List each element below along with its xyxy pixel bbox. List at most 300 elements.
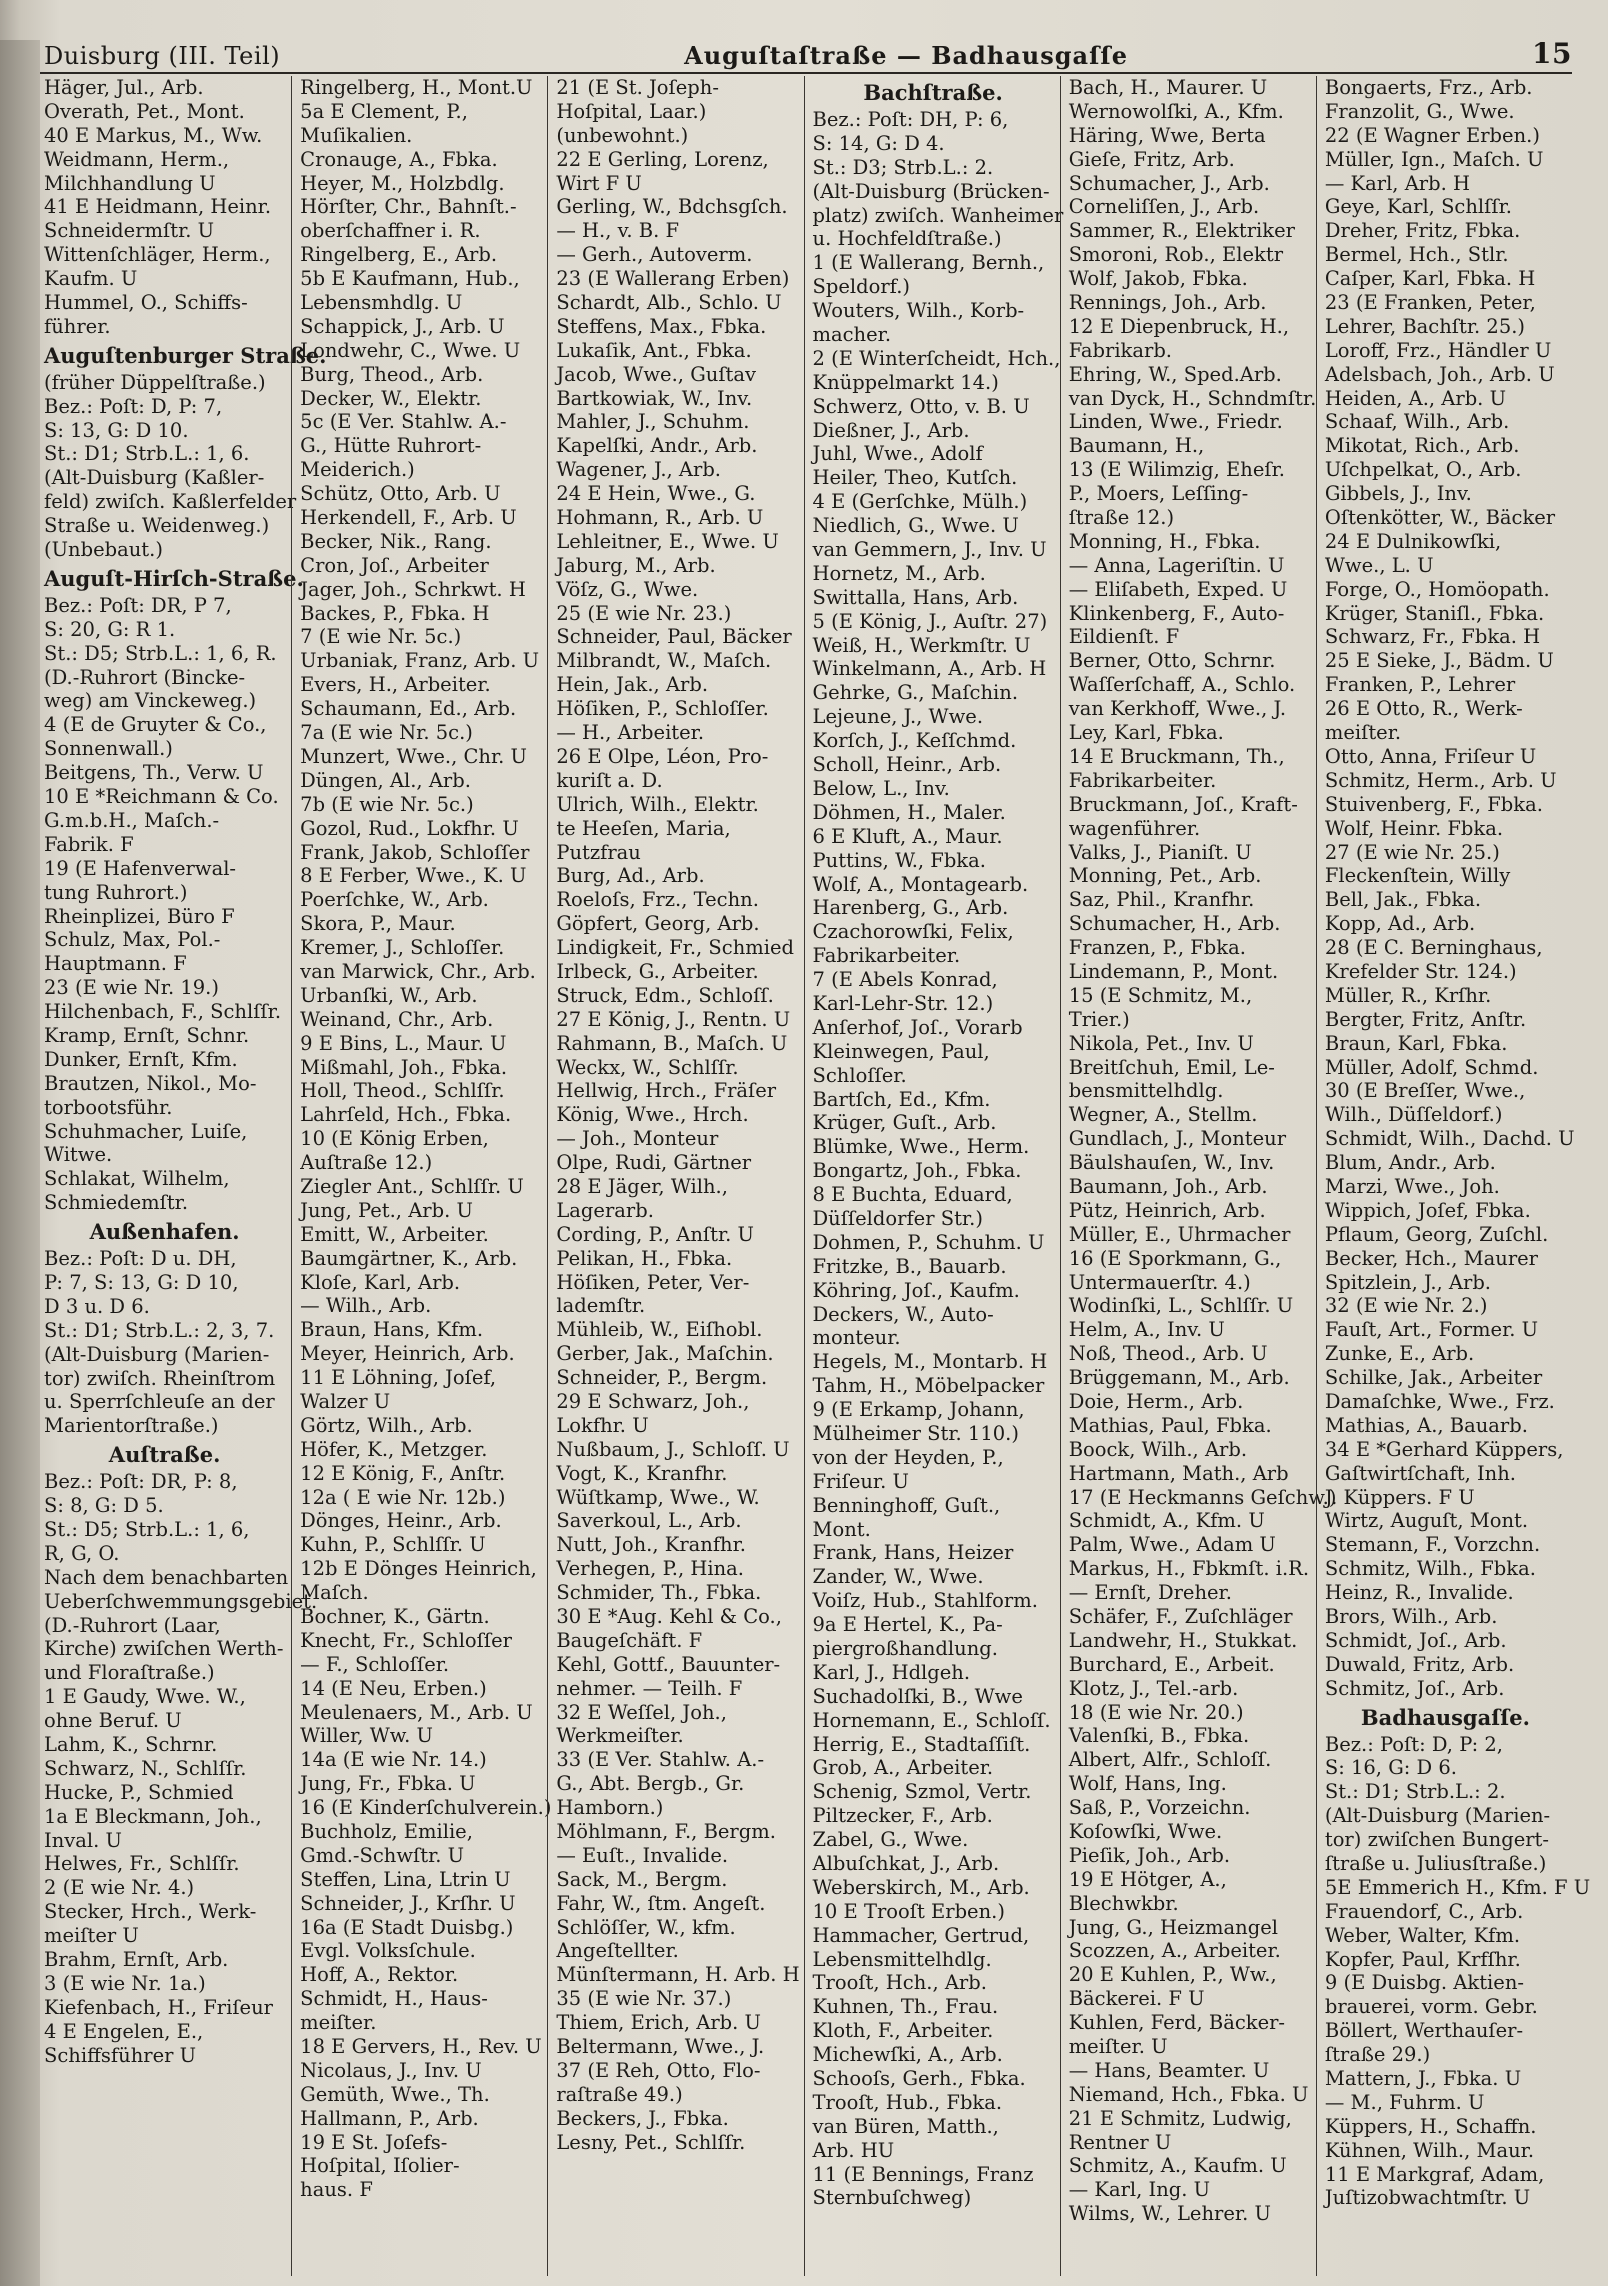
directory-entry: 27 E König, J., Rentn. U [556, 1007, 791, 1031]
directory-entry: 22 (E Wagner Erben.) [1324, 123, 1540, 147]
directory-entry: Helwes, Fr., Schlſſr. [44, 1852, 240, 1876]
directory-entry: Putzfrau [556, 840, 641, 864]
directory-entry: Swittalla, Hans, Arb. [812, 585, 1019, 609]
directory-entry: Palm, Wwe., Adam U [1068, 1533, 1276, 1557]
directory-entry: Schlakat, Wilhelm, [44, 1167, 230, 1191]
directory-entry: Bongartz, Joh., Fbka. [812, 1159, 1022, 1183]
directory-entry: Krüger, Guſt., Arb. [812, 1111, 997, 1135]
directory-entry: 8 E Ferber, Wwe., K. U [300, 864, 527, 888]
directory-entry: Bongaerts, Frz., Arb. [1324, 76, 1533, 99]
directory-entry: S: 13, G: D 10. [44, 418, 189, 442]
directory-entry: Hartmann, Math., Arb [1068, 1461, 1289, 1485]
directory-entry: Rentner U [1068, 2130, 1172, 2154]
directory-entry: 4 E (Gerſchke, Mülh.) [812, 490, 1028, 514]
street-heading: Badhausgaſſe. [1360, 1704, 1530, 1730]
directory-entry: Hoff, A., Rektor. [300, 1963, 459, 1987]
directory-entry: Bez.: Poſt: DR, P: 8, [44, 1470, 238, 1494]
directory-entry: Hörſter, Chr., Bahnſt.- [300, 195, 517, 219]
directory-entry: — M., Fuhrm. U [1324, 2090, 1485, 2114]
directory-entry: meiſter. [300, 2011, 377, 2035]
directory-entry: 5a E Clement, P., [300, 99, 468, 123]
directory-entry: Cording, P., Anſtr. U [556, 1222, 754, 1246]
directory-entry: 9 (E Duisbg. Aktien- [1324, 1971, 1524, 1995]
directory-entry: Görtz, Wilh., Arb. [300, 1413, 473, 1437]
directory-entry: Friſeur. U [812, 1469, 909, 1493]
column-5 [1060, 76, 1337, 2276]
directory-entry: Doie, Herm., Arb. [1068, 1389, 1244, 1413]
directory-entry: Schuhmacher, Luiſe, [44, 1119, 248, 1143]
directory-entry: Pflaum, Georg, Zuſchl. [1324, 1222, 1549, 1246]
directory-entry: (Alt-Duisburg (Brücken- [812, 179, 1050, 203]
directory-entry: torbootsführ. [44, 1095, 173, 1119]
directory-entry: — Eliſabeth, Exped. U [1068, 577, 1288, 601]
directory-entry: Schneider, P., Bergm. [556, 1366, 768, 1390]
directory-entry: Smoroni, Rob., Elektr [1068, 243, 1284, 267]
directory-entry: Wagener, J., Arb. [556, 458, 721, 482]
directory-entry: wagenführer. [1068, 816, 1201, 840]
directory-entry: Puttins, W., Fbka. [812, 848, 986, 872]
directory-entry: 18 E Gervers, H., Rev. U [300, 2035, 542, 2059]
directory-entry: Kopp, Ad., Arb. [1324, 912, 1476, 936]
directory-entry: Wodinſki, L., Schlſſr. U [1068, 1294, 1294, 1318]
directory-entry: Mühleib, W., Eiſhobl. [556, 1318, 763, 1342]
directory-entry: Witwe. [44, 1143, 113, 1167]
directory-entry: Kirche) zwiſchen Werth- [44, 1637, 284, 1661]
directory-entry: 14 E Bruckmann, Th., [1068, 744, 1285, 768]
directory-entry: Trooſt, Hch., Arb. [812, 1971, 987, 1995]
directory-entry: Thiem, Erich, Arb. U [556, 2011, 761, 2035]
directory-entry: Heinz, R., Invalide. [1324, 1581, 1514, 1605]
directory-entry: Olpe, Rudi, Gärtner [556, 1151, 752, 1175]
directory-entry: Hummel, O., Schiffs- [44, 291, 248, 315]
directory-entry: 19 (E Hafenverwal- [44, 856, 237, 880]
directory-entry: — Anna, Lageriſtin. U [1068, 553, 1285, 577]
directory-entry: 14a (E wie Nr. 14.) [300, 1748, 487, 1772]
directory-entry: 23 (E Franken, Peter, [1324, 291, 1536, 315]
directory-entry: Ueberſchwemmungsgebiet. [44, 1589, 318, 1613]
directory-entry: 10 E Trooſt Erben.) [812, 1899, 1005, 1923]
directory-entry: Burg, Theod., Arb. [300, 362, 484, 386]
directory-entry: St.: D5; Strb.L.: 1, 6, R. [44, 641, 277, 665]
directory-entry: Hallmann, P., Arb. [300, 2106, 479, 2130]
directory-entry: Mathias, A., Bauarb. [1324, 1413, 1528, 1437]
directory-entry: Häring, Wwe, Berta [1068, 123, 1266, 147]
directory-entry: meiſter. U [1068, 2035, 1168, 2059]
directory-entry: Fleckenſtein, Willy [1324, 864, 1511, 888]
directory-entry: Bell, Jak., Fbka. [1324, 888, 1482, 912]
directory-entry: Wilms, W., Lehrer. U [1068, 2202, 1271, 2226]
directory-entry: Hegels, M., Montarb. H [812, 1350, 1048, 1374]
directory-entry: Jung, G., Heizmangel [1068, 1915, 1278, 1939]
directory-entry: Markus, H., Fbkmſt. i.R. [1068, 1557, 1310, 1581]
directory-entry: Lindemann, P., Mont. [1068, 959, 1279, 983]
directory-entry: Corneliſſen, J., Arb. [1068, 195, 1260, 219]
directory-entry: 5c (E Ver. Stahlw. A.- [300, 410, 507, 434]
directory-entry: Vogt, K., Kranfhr. [556, 1461, 728, 1485]
directory-entry: Nicolaus, J., Inv. U [300, 2058, 482, 2082]
directory-entry: Schmitz, Joſ., Arb. [1324, 1676, 1505, 1700]
directory-entry: 1a E Bleckmann, Joh., [44, 1804, 262, 1828]
directory-entry: Sonnenwall.) [44, 737, 173, 761]
directory-entry: Lokfhr. U [556, 1413, 649, 1437]
directory-entry: Schmitz, A., Kaufm. U [1068, 2154, 1287, 2178]
directory-entry: Piltzecker, F., Arb. [812, 1804, 993, 1828]
directory-entry: 41 E Heidmann, Heinr. [44, 195, 272, 219]
directory-entry: R, G, O. [44, 1541, 120, 1565]
directory-entry: Pelikan, H., Fbka. [556, 1246, 733, 1270]
directory-entry: Burchard, E., Arbeit. [1068, 1652, 1275, 1676]
directory-entry: Valks, J., Pianiſt. U [1068, 840, 1252, 864]
directory-entry: Heiler, Theo, Kutſch. [812, 466, 1018, 490]
directory-entry: Bergter, Fritz, Anſtr. [1324, 1007, 1527, 1031]
directory-entry: 23 (E wie Nr. 19.) [44, 976, 219, 1000]
street-heading: Auguſtenburger Straße. [44, 342, 327, 368]
directory-entry: 10 E *Reichmann & Co. [44, 785, 279, 809]
directory-entry: Gerling, W., Bdchsgſch. [556, 195, 788, 219]
directory-entry: Schilke, Jak., Arbeiter [1324, 1366, 1543, 1390]
directory-entry: Kramp, Ernſt, Schnr. [44, 1023, 250, 1047]
directory-entry: 12 E König, F., Anſtr. [300, 1461, 506, 1485]
directory-entry: 12b E Dönges Heinrich, [300, 1557, 537, 1581]
directory-entry: Blum, Andr., Arb. [1324, 1151, 1496, 1175]
directory-entry: Schaaf, Wilh., Arb. [1324, 410, 1510, 434]
directory-entry: Roeloſs, Frz., Techn. [556, 888, 759, 912]
directory-entry: lademſtr. [556, 1294, 646, 1318]
directory-entry: 4 (E de Gruyter & Co., [44, 713, 267, 737]
directory-entry: Wolf, A., Montagearb. [812, 872, 1029, 896]
directory-entry: Hornetz, M., Arb. [812, 561, 986, 585]
directory-entry: 7 (E wie Nr. 5c.) [300, 625, 462, 649]
directory-entry: 3 (E wie Nr. 1a.) [44, 1971, 206, 1995]
directory-entry: Beitgens, Th., Verw. U [44, 761, 264, 785]
directory-entry: Mathias, Paul, Fbka. [1068, 1413, 1272, 1437]
directory-entry: Inval. U [44, 1828, 122, 1852]
directory-entry: führer. [44, 314, 111, 338]
directory-entry: Niemand, Hch., Fbka. U [1068, 2082, 1309, 2106]
directory-entry: Rennings, Joh., Arb. [1068, 291, 1267, 315]
directory-entry: König, Wwe., Hrch. [556, 1103, 749, 1127]
directory-entry: van Büren, Matth., [812, 2114, 999, 2138]
directory-entry: te Heeſen, Maria, [556, 816, 731, 840]
directory-entry: Schwarz, N., Schlſſr. [44, 1756, 247, 1780]
directory-entry: St.: D1; Strb.L.: 2. [1324, 1780, 1506, 1804]
page-header [44, 36, 1572, 70]
directory-entry: Kloſe, Karl, Arb. [300, 1270, 461, 1294]
directory-entry: Czachorowſki, Felix, [812, 920, 1014, 944]
directory-entry: Herrig, E., Stadtaſſiſt. [812, 1732, 1031, 1756]
directory-entry: Urbanſki, W., Arb. [300, 983, 478, 1007]
directory-entry: Grob, A., Arbeiter. [812, 1756, 994, 1780]
directory-entry: Forge, O., Homöopath. [1324, 577, 1550, 601]
directory-entry: Heiden, A., Arb. U [1324, 386, 1507, 410]
directory-entry: 12 E Diepenbruck, H., [1068, 314, 1290, 338]
directory-entry: Wolf, Jakob, Fbka. [1068, 267, 1248, 291]
directory-entry: Hornemann, E., Schloſſ. [812, 1708, 1051, 1732]
directory-entry: Voiſz, Hub., Stahlform. [812, 1589, 1038, 1613]
directory-entry: 16 (E Sporkmann, G., [1068, 1246, 1282, 1270]
directory-entry: Zunke, E., Arb. [1324, 1342, 1475, 1366]
directory-entry: Beltermann, Wwe., J. [556, 2035, 765, 2059]
directory-entry: 16a (E Stadt Duisbg.) [300, 1915, 514, 1939]
directory-entry: Küppers, H., Schaffn. [1324, 2114, 1537, 2138]
directory-entry: 11 (E Bennings, Franz [812, 2162, 1034, 2186]
directory-entry: Hucke, P., Schmied [44, 1780, 234, 1804]
directory-entry: Fabrikarbeiter. [1068, 768, 1217, 792]
directory-entry: Höſiken, P., Schloſſer. [556, 697, 769, 721]
directory-entry: Klotz, J., Tel.-arb. [1068, 1676, 1239, 1700]
directory-entry: J. Küppers. F U [1324, 1485, 1475, 1509]
directory-entry: Geye, Karl, Schlſſr. [1324, 195, 1512, 219]
directory-entry: Fauſt, Art., Former. U [1324, 1318, 1539, 1342]
directory-entry: Schneider, Paul, Bäcker [556, 625, 792, 649]
directory-entry: Kapelſki, Andr., Arb. [556, 434, 758, 458]
directory-entry: Müller, Ign., Maſch. U [1324, 147, 1544, 171]
directory-entry: 5 (E König, J., Auſtr. 27) [812, 609, 1048, 633]
directory-entry: Schappick, J., Arb. U [300, 314, 505, 338]
directory-entry: 37 (E Reh, Otto, Flo- [556, 2058, 761, 2082]
directory-entry: 7a (E wie Nr. 5c.) [300, 721, 473, 745]
directory-entry: Pieſik, Joh., Arb. [1068, 1843, 1231, 1867]
directory-entry: Berner, Otto, Schrnr. [1068, 649, 1276, 673]
directory-entry: Hoſpital, Laar.) [556, 99, 707, 123]
directory-entry: Baumgärtner, K., Arb. [300, 1246, 518, 1270]
directory-entry: St.: D1; Strb.L.: 2, 3, 7. [44, 1318, 275, 1342]
directory-entry: Böllert, Werthauſer- [1324, 2019, 1524, 2043]
directory-entry: Lesny, Pet., Schlſſr. [556, 2130, 746, 2154]
directory-entry: Linden, Wwe., Friedr. [1068, 410, 1283, 434]
directory-entry: Fahr, W., ſtm. Angeſt. [556, 1891, 766, 1915]
directory-entry: brauerei, vorm. Gebr. [1324, 1995, 1538, 2019]
directory-entry: Backes, P., Fbka. H [300, 601, 490, 625]
directory-entry: Otto, Anna, Friſeur U [1324, 744, 1537, 768]
directory-entry: Oſtenkötter, W., Bäcker [1324, 506, 1556, 530]
directory-entry: Rheinplizei, Büro F [44, 904, 235, 928]
directory-entry: (Alt-Duisburg (Kaßler- [44, 466, 265, 490]
directory-entry: Hauptmann. F [44, 952, 187, 976]
directory-entry: Frank, Hans, Heizer [812, 1541, 1014, 1565]
directory-entry: 27 (E wie Nr. 25.) [1324, 840, 1500, 864]
directory-entry: Meulenaers, M., Arb. U [300, 1700, 533, 1724]
directory-entry: Jung, Pet., Arb. U [300, 1198, 473, 1222]
directory-entry: weg) am Vinckeweg.) [44, 689, 257, 713]
directory-entry: Rahmann, B., Maſch. U [556, 1031, 788, 1055]
directory-entry: meiſter. [1324, 721, 1402, 745]
directory-entry: Knüppelmarkt 14.) [812, 370, 999, 394]
directory-entry: Buchholz, Emilie, [300, 1820, 473, 1844]
directory-entry: 33 (E Ver. Stahlw. A.- [556, 1748, 765, 1772]
directory-entry: van Dyck, H., Schndmſtr. [1068, 386, 1317, 410]
directory-entry: — Gerh., Autoverm. [556, 243, 753, 267]
directory-entry: Kremer, J., Schloſſer. [300, 936, 505, 960]
directory-entry: Brors, Wilh., Arb. [1324, 1605, 1498, 1628]
directory-entry: Schenig, Szmol, Vertr. [812, 1780, 1032, 1804]
directory-entry: Jaburg, M., Arb. [556, 553, 716, 577]
directory-entry: und Floraſtraße.) [44, 1661, 215, 1685]
directory-entry: Becker, Nik., Rang. [300, 529, 492, 553]
directory-entry: 28 (E C. Berninghaus, [1324, 936, 1543, 960]
directory-entry: Weckx, W., Schlſſr. [556, 1055, 739, 1079]
column-1 [44, 76, 327, 2276]
directory-entry: Koſowſki, Wwe. [1068, 1820, 1223, 1844]
directory-entry: ſtraße u. Juliusſtraße.) [1324, 1852, 1547, 1876]
directory-entry: Braun, Hans, Kfm. [300, 1318, 484, 1342]
directory-entry: Burg, Ad., Arb. [556, 864, 705, 888]
directory-entry: Angeſtellter. [556, 1939, 679, 1963]
directory-entry: Krüger, Staniſl., Fbka. [1324, 601, 1545, 625]
directory-entry: Sammer, R., Elektriker [1068, 219, 1295, 243]
directory-entry: Häger, Jul., Arb. [44, 76, 204, 99]
directory-entry: Schäfer, F., Zuſchläger [1068, 1605, 1293, 1628]
directory-entry: Zabel, G., Wwe. [812, 1828, 969, 1852]
directory-entry: Hamborn.) [556, 1796, 664, 1820]
directory-entry: Noß, Theod., Arb. U [1068, 1342, 1268, 1366]
directory-entry: 4 E Engelen, E., [44, 2019, 204, 2043]
directory-entry: Steffen, Lina, Ltrin U [300, 1867, 511, 1891]
directory-entry: 21 (E St. Joſeph- [556, 76, 719, 99]
directory-entry: Mißmahl, Joh., Fbka. [300, 1055, 508, 1079]
directory-entry: S: 8, G: D 5. [44, 1494, 164, 1518]
directory-entry: Klinkenberg, F., Auto- [1068, 601, 1285, 625]
directory-entry: Albert, Alfr., Schloſſ. [1068, 1748, 1272, 1772]
directory-entry: 40 E Markus, M., Ww. [44, 123, 263, 147]
directory-entry: Speldorf.) [812, 275, 911, 299]
directory-entry: bensmittelhdlg. [1068, 1079, 1224, 1103]
directory-entry: Jacob, Wwe., Guſtav [556, 362, 757, 386]
directory-entry: Franken, P., Lehrer [1324, 673, 1516, 697]
directory-entry: Weinand, Chr., Arb. [300, 1007, 494, 1031]
directory-entry: Kiefenbach, H., Friſeur [44, 1995, 273, 2019]
directory-entry: 13 (E Wilimzig, Eheſr. [1068, 458, 1285, 482]
directory-entry: 19 E Hötger, A., [1068, 1867, 1227, 1891]
directory-entry: Marientorſtraße.) [44, 1414, 219, 1438]
directory-entry: — H., Arbeiter. [556, 721, 705, 745]
directory-entry: Gmd.-Schwſtr. U [300, 1843, 465, 1867]
directory-entry: 25 (E wie Nr. 23.) [556, 601, 732, 625]
directory-entry: Schmitz, Wilh., Fbka. [1324, 1557, 1536, 1581]
directory-entry: 26 E Olpe, Léon, Pro- [556, 744, 769, 768]
directory-entry: St.: D5; Strb.L.: 1, 6, [44, 1517, 250, 1541]
directory-entry: Bez.: Poſt: D, P: 2, [1324, 1732, 1503, 1756]
directory-entry: Schiffsführer U [44, 2043, 197, 2067]
directory-entry: Londwehr, C., Wwe. U [300, 338, 521, 362]
directory-entry: 6 E Kluft, A., Maur. [812, 824, 1003, 848]
directory-entry: Mattern, J., Fbka. U [1324, 2067, 1522, 2091]
directory-entry: Bochner, K., Gärtn. [300, 1605, 490, 1628]
directory-entry: Döhmen, H., Maler. [812, 800, 1006, 824]
directory-entry: Düngen, Al., Arb. [300, 768, 471, 792]
directory-entry: Mont. [812, 1517, 871, 1541]
directory-entry: Schwerz, Otto, v. B. U [812, 394, 1030, 418]
directory-entry: van Kerkhoff, Wwe., J. [1068, 697, 1287, 721]
directory-entry: 5b E Kaufmann, Hub., [300, 267, 520, 291]
directory-entry: 32 (E wie Nr. 2.) [1324, 1294, 1488, 1318]
directory-entry: Stuivenberg, F., Fbka. [1324, 792, 1543, 816]
directory-entry: Muſikalien. [300, 123, 413, 147]
directory-entry: ſtraße 29.) [1324, 2043, 1431, 2067]
directory-entry: Dunker, Ernſt, Kfm. [44, 1047, 238, 1071]
directory-entry: 18 (E wie Nr. 20.) [1068, 1700, 1244, 1724]
directory-entry: (früher Düppelſtraße.) [44, 370, 266, 394]
directory-entry: 11 E Löhning, Joſef, [300, 1366, 497, 1390]
directory-entry: 25 E Sieke, J., Bädm. U [1324, 649, 1554, 673]
directory-entry: Uſchpelkat, O., Arb. [1324, 458, 1522, 482]
directory-entry: Juhl, Wwe., Adolf [812, 442, 983, 466]
directory-entry: Verhegen, P., Hina. [556, 1557, 744, 1581]
directory-entry: Bäulshauſen, W., Inv. [1068, 1151, 1275, 1175]
directory-entry: P: 7, S: 13, G: D 10, [44, 1270, 239, 1294]
directory-entry: Nach dem benachbarten [44, 1565, 289, 1589]
directory-entry: Adelsbach, Joh., Arb. U [1324, 362, 1555, 386]
directory-entry: Jung, Fr., Fbka. U [300, 1772, 476, 1796]
directory-entry: Ringelberg, H., Mont.U [300, 76, 533, 99]
directory-entry: Schmidt, H., Haus- [300, 1987, 488, 2011]
directory-entry: Wüſtkamp, Wwe., W. [556, 1485, 760, 1509]
directory-entry: u. Hochfeldſtraße.) [812, 227, 1002, 251]
directory-entry: Bartkowiak, W., Inv. [556, 386, 753, 410]
directory-entry: Werkmeiſter. [556, 1724, 684, 1748]
directory-columns [44, 76, 1591, 2276]
directory-entry: Dießner, J., Arb. [812, 418, 970, 442]
directory-entry: 9a E Hertel, K., Pa- [812, 1613, 1003, 1637]
directory-entry: 12a ( E wie Nr. 12b.) [300, 1485, 506, 1509]
directory-entry: 7b (E wie Nr. 5c.) [300, 792, 474, 816]
directory-entry: Auſtraße 12.) [300, 1151, 433, 1175]
directory-entry: Frank, Jakob, Schloſſer [300, 840, 530, 864]
directory-entry: Kuhlen, Ferd, Bäcker- [1068, 2011, 1286, 2035]
directory-entry: Wouters, Wilh., Korb- [812, 299, 1025, 323]
directory-entry: tung Ruhrort.) [44, 880, 188, 904]
directory-entry: — Euſt., Invalide. [556, 1843, 729, 1867]
directory-entry: Irlbeck, G., Arbeiter. [556, 959, 759, 983]
directory-entry: Höfer, K., Metzger. [300, 1437, 488, 1461]
directory-entry: Urbaniak, Franz, Arb. U [300, 649, 540, 673]
directory-entry: Schwarz, Fr., Fbka. H [1324, 625, 1541, 649]
directory-entry: u. Sperrſchleuſe an der [44, 1390, 275, 1414]
directory-entry: monteur. [812, 1326, 901, 1350]
directory-entry: Bez.: Poſt: D u. DH, [44, 1247, 237, 1271]
directory-entry: Baumann, H., [1068, 434, 1205, 458]
directory-entry: Untermauerſtr. 4.) [1068, 1270, 1251, 1294]
column-6 [1316, 76, 1591, 2276]
street-heading: Bachſtraße. [863, 80, 1003, 105]
directory-entry: 28 E Jäger, Wilh., [556, 1174, 728, 1198]
directory-entry: P., Moers, Leſſing- [1068, 482, 1249, 506]
directory-entry: Trooſt, Hub., Fbka. [812, 2090, 1003, 2114]
directory-entry: Hoſpital, Iſolier- [300, 2154, 460, 2178]
directory-entry: Tahm, H., Möbelpacker [812, 1374, 1045, 1398]
street-heading: Auguſt-Hirſch-Straße. [44, 565, 304, 591]
directory-entry: macher. [812, 323, 892, 347]
previous-page-edge [0, 40, 40, 2286]
directory-entry: Hohmann, R., Arb. U [556, 506, 764, 530]
directory-entry: oberſchaffner i. R. [300, 219, 481, 243]
directory-entry: Mahler, J., Schuhm. [556, 410, 750, 434]
directory-entry: platz) zwiſch. Wanheimer [812, 203, 1064, 227]
directory-entry: Schlöſſer, W., kfm. [556, 1915, 736, 1939]
directory-entry: Weiß, H., Werkmſtr. U [812, 633, 1031, 657]
directory-entry: Mikotat, Rich., Arb. [1324, 434, 1520, 458]
directory-entry: Ziegler Ant., Schlſſr. U [300, 1174, 524, 1198]
directory-entry: Cronauge, A., Fbka. [300, 147, 498, 171]
directory-entry: 23 (E Wallerang Erben) [556, 267, 790, 291]
directory-entry: Müller, Adolf, Schmd. [1324, 1055, 1539, 1079]
directory-entry: tor) zwiſch. Rheinſtrom [44, 1366, 276, 1390]
directory-entry: 26 E Otto, R., Werk- [1324, 697, 1523, 721]
directory-entry: Munzert, Wwe., Chr. U [300, 744, 527, 768]
directory-entry: Schütz, Otto, Arb. U [300, 482, 501, 506]
directory-entry: Hein, Jak., Arb. [556, 673, 709, 697]
directory-entry: Dreher, Fritz, Fbka. [1324, 219, 1521, 243]
